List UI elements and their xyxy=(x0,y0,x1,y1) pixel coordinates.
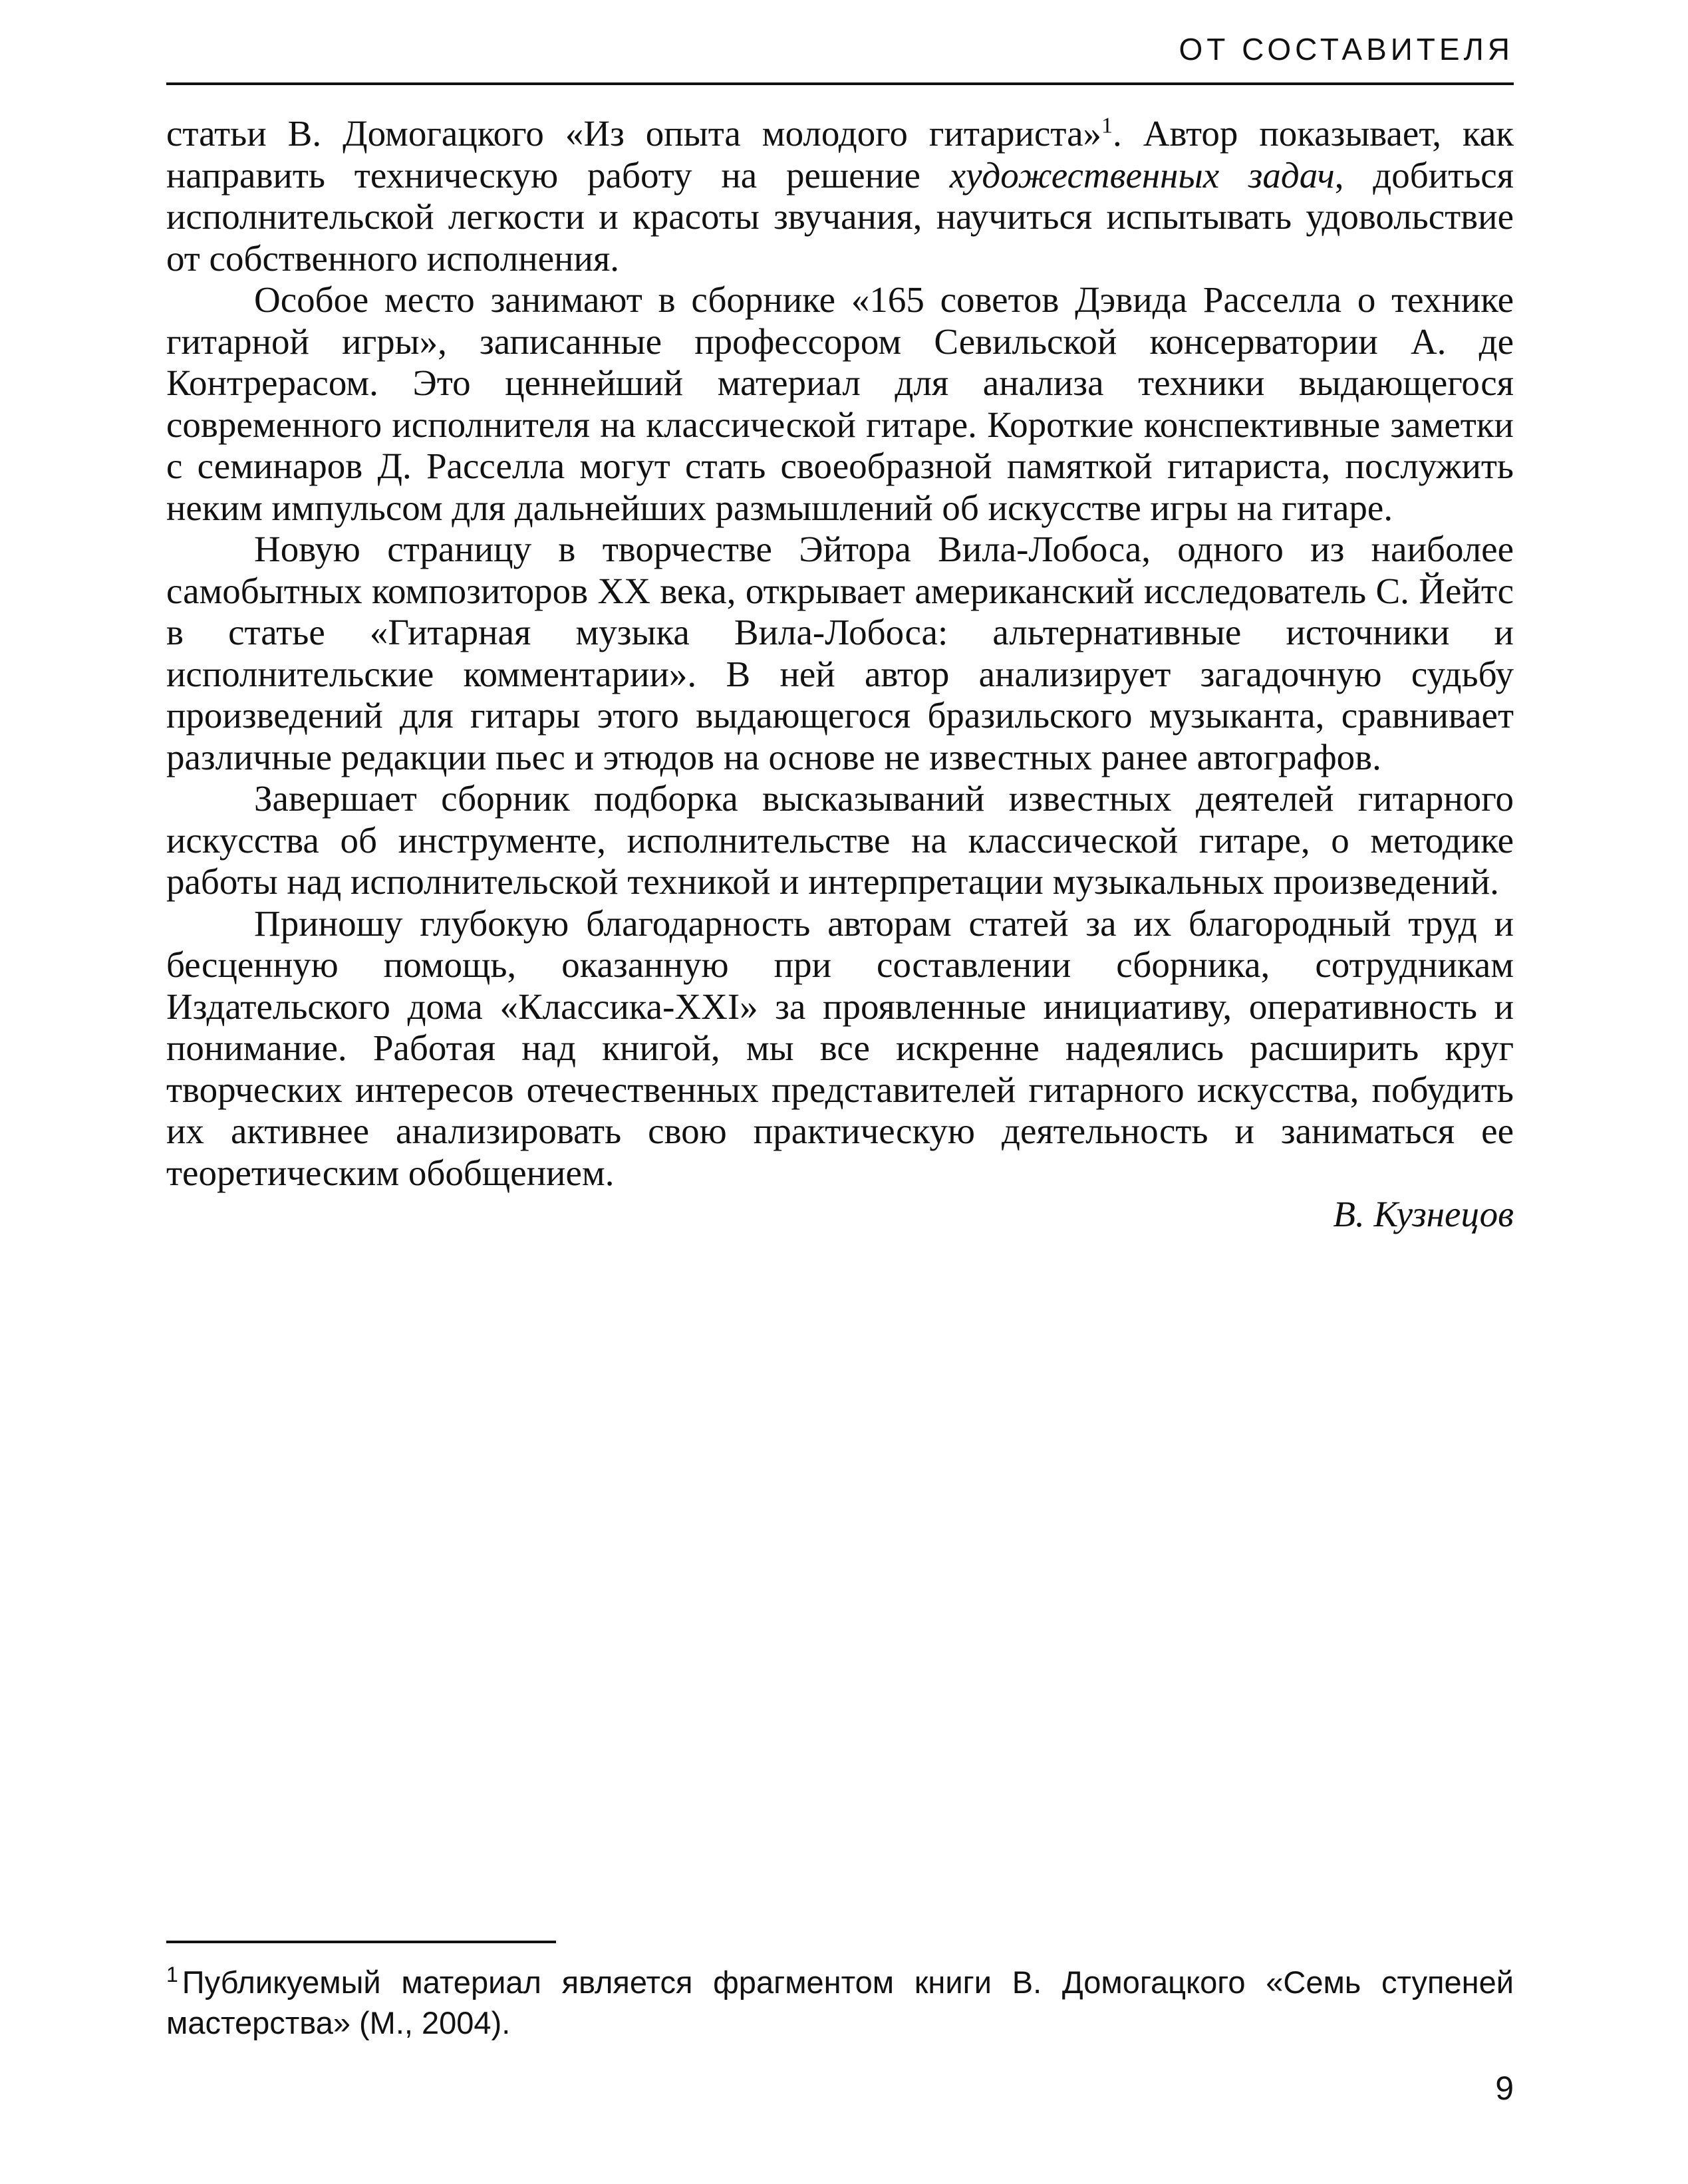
paragraph-1-emphasis: художественных задач xyxy=(949,154,1335,196)
paragraph-5: Приношу глубокую благодарность авторам статей за их благородный труд и бесценную помощь, оказанную при составлении сборника, сотрудникам Издательского дома «Классика-XXI» за проявленные инициативу, оперативность и понимание. Работая над книгой, мы все искренне надеялись расширить круг творческих интересов отечественных представителей гитарного искусства, побудить их активнее анализировать свою практическую деятельность и заниматься ее теоретическим обобщением. xyxy=(166,902,1514,1193)
footnote-text: Публикуемый материал является фрагментом книги В. Домогацкого «Семь ступеней мастерства» (М., 2004). xyxy=(166,1965,1514,2040)
page-number: 9 xyxy=(1495,2070,1514,2107)
author-signature: В. Кузнецов xyxy=(1333,1194,1514,1234)
footnote-reference[interactable]: 1 xyxy=(1101,113,1113,138)
paragraph-1-end: , добиться исполнительской легкости и красоты звучания, научиться испытывать удовольствие от собственного исполнения. xyxy=(166,154,1514,279)
paragraph-1 xyxy=(166,113,1514,279)
main-text xyxy=(166,113,1514,1236)
paragraph-1-middle: . Автор показывает, как направить техническую работу на решение xyxy=(166,113,1514,196)
paragraph-3: Новую страницу в творчестве Эйтора Вила-Лобоса, одного из наиболее самобытных композиторов XX века, открывает американский исследователь С. Йейтс в статье «Гитарная музыка Вила-Лобоса: альтернативные источники и исполнительские комментарии». В ней автор анализирует загадочную судьбу произведений для гитары этого выдающегося бразильского музыканта, сравнивает различные редакции пьес и этюдов на основе не известных ранее автографов. xyxy=(166,529,1514,777)
paragraph-2: Особое место занимают в сборнике «165 советов Дэвида Расселла о технике гитарной игры», записанные профессором Севильской консерватории А. де Контрерасом. Это ценнейший материал для анализа техники выдающегося современного исполнителя на классической гитаре. Короткие конспективные заметки с семинаров Д. Расселла могут стать своеобразной памяткой гитариста, послужить неким импульсом для дальнейших размышлений об искусстве игры на гитаре. xyxy=(166,279,1514,528)
paragraph-1-start: статьи В. Домогацкого «Из опыта молодого гитариста» xyxy=(166,113,1101,154)
footnote-mark: 1 xyxy=(166,1963,178,1987)
paragraph-4: Завершает сборник подборка высказываний известных деятелей гитарного искусства об инструменте, исполнительстве на классической гитаре, о методике работы над исполнительской техникой и интерпретации музыкальных произведений. xyxy=(166,778,1514,902)
header-rule xyxy=(166,82,1514,85)
footnote xyxy=(166,1962,1514,2043)
running-title: ОТ СОСТАВИТЕЛЯ xyxy=(1179,32,1514,67)
footnote-rule xyxy=(166,1941,556,1943)
